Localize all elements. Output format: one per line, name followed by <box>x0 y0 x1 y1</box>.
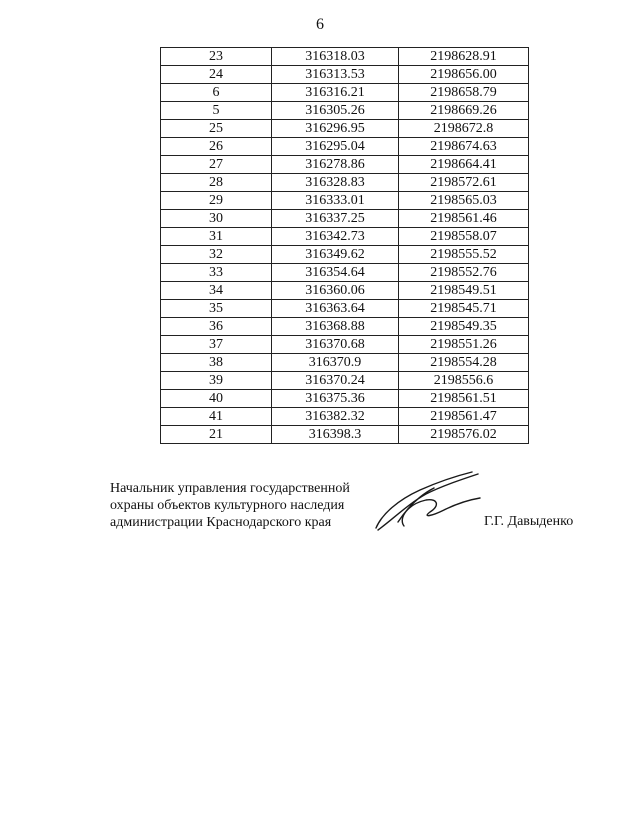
x-coordinate-cell: 316337.25 <box>272 210 399 228</box>
y-coordinate-cell: 2198669.26 <box>399 102 529 120</box>
coordinates-table <box>160 47 529 444</box>
position-line-3: администрации Краснодарского края <box>110 515 332 530</box>
table-row <box>161 300 529 318</box>
y-coordinate-cell: 2198552.76 <box>399 264 529 282</box>
point-number-cell: 41 <box>161 408 272 426</box>
table-row <box>161 84 529 102</box>
y-coordinate-cell: 2198674.63 <box>399 138 529 156</box>
x-coordinate-cell: 316333.01 <box>272 192 399 210</box>
table-row <box>161 192 529 210</box>
table-row <box>161 210 529 228</box>
signatory-position <box>110 480 370 531</box>
y-coordinate-cell: 2198545.71 <box>399 300 529 318</box>
point-number-cell: 31 <box>161 228 272 246</box>
x-coordinate-cell: 316313.53 <box>272 66 399 84</box>
point-number-cell: 33 <box>161 264 272 282</box>
x-coordinate-cell: 316354.64 <box>272 264 399 282</box>
table-row <box>161 264 529 282</box>
table-row <box>161 246 529 264</box>
table-row <box>161 48 529 66</box>
point-number-cell: 40 <box>161 390 272 408</box>
y-coordinate-cell: 2198554.28 <box>399 354 529 372</box>
x-coordinate-cell: 316398.3 <box>272 426 399 444</box>
x-coordinate-cell: 316318.03 <box>272 48 399 66</box>
x-coordinate-cell: 316328.83 <box>272 174 399 192</box>
x-coordinate-cell: 316278.86 <box>272 156 399 174</box>
page-number: 6 <box>316 16 324 33</box>
y-coordinate-cell: 2198658.79 <box>399 84 529 102</box>
point-number-cell: 23 <box>161 48 272 66</box>
y-coordinate-cell: 2198576.02 <box>399 426 529 444</box>
x-coordinate-cell: 316370.24 <box>272 372 399 390</box>
y-coordinate-cell: 2198572.61 <box>399 174 529 192</box>
point-number-cell: 38 <box>161 354 272 372</box>
y-coordinate-cell: 2198549.51 <box>399 282 529 300</box>
x-coordinate-cell: 316295.04 <box>272 138 399 156</box>
x-coordinate-cell: 316370.9 <box>272 354 399 372</box>
table-row <box>161 336 529 354</box>
x-coordinate-cell: 316349.62 <box>272 246 399 264</box>
point-number-cell: 37 <box>161 336 272 354</box>
position-line-2: охраны объектов культурного наследия <box>110 498 345 513</box>
table-row <box>161 390 529 408</box>
point-number-cell: 36 <box>161 318 272 336</box>
table-row <box>161 120 529 138</box>
x-coordinate-cell: 316382.32 <box>272 408 399 426</box>
y-coordinate-cell: 2198628.91 <box>399 48 529 66</box>
table-row <box>161 174 529 192</box>
table-row <box>161 282 529 300</box>
x-coordinate-cell: 316375.36 <box>272 390 399 408</box>
signer-name: Г.Г. Давыденко <box>484 514 574 529</box>
x-coordinate-cell: 316305.26 <box>272 102 399 120</box>
x-coordinate-cell: 316360.06 <box>272 282 399 300</box>
x-coordinate-cell: 316342.73 <box>272 228 399 246</box>
y-coordinate-cell: 2198549.35 <box>399 318 529 336</box>
point-number-cell: 26 <box>161 138 272 156</box>
point-number-cell: 39 <box>161 372 272 390</box>
y-coordinate-cell: 2198664.41 <box>399 156 529 174</box>
table-row <box>161 66 529 84</box>
table-row <box>161 426 529 444</box>
point-number-cell: 32 <box>161 246 272 264</box>
y-coordinate-cell: 2198672.8 <box>399 120 529 138</box>
table-row <box>161 408 529 426</box>
x-coordinate-cell: 316368.88 <box>272 318 399 336</box>
y-coordinate-cell: 2198556.6 <box>399 372 529 390</box>
point-number-cell: 6 <box>161 84 272 102</box>
coordinates-table-body <box>161 48 529 444</box>
handwritten-signature <box>368 460 488 540</box>
y-coordinate-cell: 2198656.00 <box>399 66 529 84</box>
y-coordinate-cell: 2198558.07 <box>399 228 529 246</box>
point-number-cell: 21 <box>161 426 272 444</box>
table-row <box>161 372 529 390</box>
table-row <box>161 102 529 120</box>
point-number-cell: 34 <box>161 282 272 300</box>
point-number-cell: 28 <box>161 174 272 192</box>
position-line-1: Начальник управления государственной <box>110 481 350 496</box>
y-coordinate-cell: 2198551.26 <box>399 336 529 354</box>
y-coordinate-cell: 2198561.51 <box>399 390 529 408</box>
point-number-cell: 25 <box>161 120 272 138</box>
table-row <box>161 138 529 156</box>
table-row <box>161 228 529 246</box>
y-coordinate-cell: 2198565.03 <box>399 192 529 210</box>
x-coordinate-cell: 316363.64 <box>272 300 399 318</box>
table-row <box>161 156 529 174</box>
x-coordinate-cell: 316296.95 <box>272 120 399 138</box>
y-coordinate-cell: 2198561.47 <box>399 408 529 426</box>
point-number-cell: 24 <box>161 66 272 84</box>
table-row <box>161 354 529 372</box>
point-number-cell: 35 <box>161 300 272 318</box>
y-coordinate-cell: 2198561.46 <box>399 210 529 228</box>
x-coordinate-cell: 316316.21 <box>272 84 399 102</box>
y-coordinate-cell: 2198555.52 <box>399 246 529 264</box>
x-coordinate-cell: 316370.68 <box>272 336 399 354</box>
point-number-cell: 27 <box>161 156 272 174</box>
point-number-cell: 5 <box>161 102 272 120</box>
point-number-cell: 30 <box>161 210 272 228</box>
point-number-cell: 29 <box>161 192 272 210</box>
table-row <box>161 318 529 336</box>
